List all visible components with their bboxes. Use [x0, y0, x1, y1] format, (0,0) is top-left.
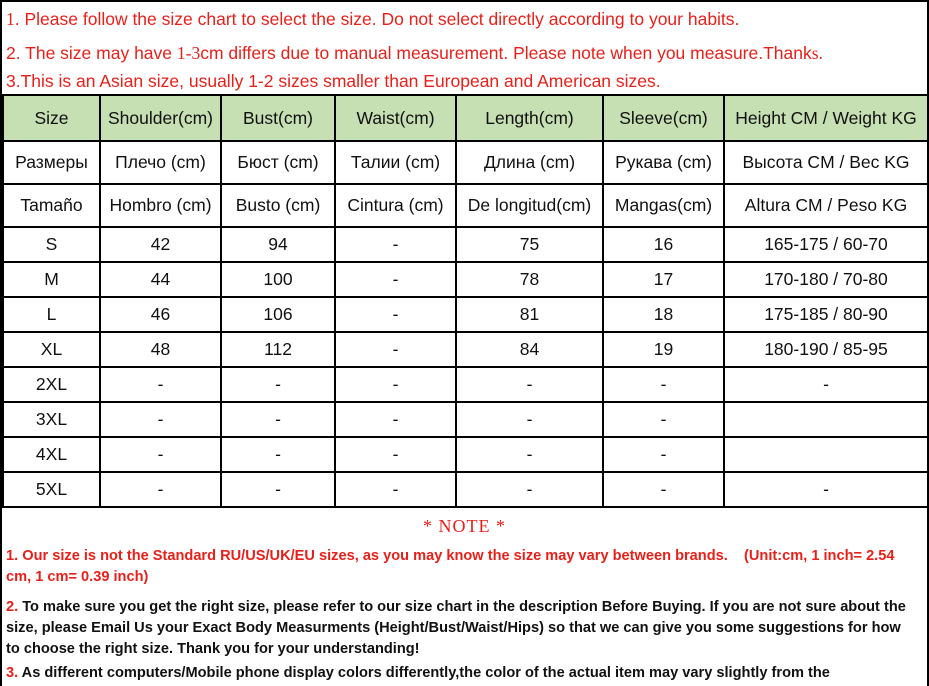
russian-label-row: [3, 141, 928, 184]
cell-sleeve: -: [603, 472, 724, 507]
note-2-suffix: cm differs due to manual measurement. Please note when you measure.Thank: [200, 43, 812, 63]
cell-sleeve: 17: [603, 262, 724, 297]
note-paragraph-3-number: 3.: [6, 665, 19, 681]
size-row: [3, 262, 928, 297]
cell-length: 81: [456, 297, 603, 332]
cell-length: -: [456, 367, 603, 402]
note-2-prefix: 2. The size may have: [6, 43, 177, 63]
note-paragraph-2-text: To make sure you get the right size, please refer to our size chart in the description Before Buying. If you are not sure about the size, please Email Us your Exact Body Measurments (Height/Bust/Waist/Hips) so that we can give you some suggestions for how to choose the right size. Thank you for your understanding!: [6, 599, 906, 657]
note-paragraph-2-number: 2.: [6, 599, 19, 615]
note-paragraph-3-text: As different computers/Mobile phone display colors differently,the color of the actual item may vary slightly from the: [18, 665, 830, 681]
cell-length: Length(cm): [456, 95, 603, 141]
cell-length: 75: [456, 227, 603, 262]
cell-height-weight: Height CM / Weight KG: [724, 95, 928, 141]
cell-shoulder: Плечо (cm): [100, 141, 221, 184]
cell-waist: -: [335, 297, 456, 332]
cell-height-weight: Высота CM / Вес KG: [724, 141, 928, 184]
cell-size: 4XL: [3, 437, 100, 472]
note-1-text: . Please follow the size chart to select the size. Do not select directly according to your habits.: [14, 9, 740, 29]
header-row: [3, 95, 928, 141]
cell-size: Размеры: [3, 141, 100, 184]
cell-height-weight: [724, 402, 928, 437]
cell-bust: -: [221, 472, 335, 507]
cell-waist: -: [335, 332, 456, 367]
note-1-number: 1: [6, 9, 15, 29]
cell-shoulder: Shoulder(cm): [100, 95, 221, 141]
cell-height-weight: [724, 437, 928, 472]
note-paragraph-1: [6, 546, 918, 588]
cell-length: 84: [456, 332, 603, 367]
cell-height-weight: Altura CM / Peso KG: [724, 184, 928, 227]
cell-size: Tamaño: [3, 184, 100, 227]
cell-waist: -: [335, 402, 456, 437]
cell-size: 3XL: [3, 402, 100, 437]
note-2-end: s.: [811, 43, 823, 63]
cell-shoulder: -: [100, 367, 221, 402]
note-paragraph-3: [6, 663, 918, 684]
cell-sleeve: 19: [603, 332, 724, 367]
cell-height-weight: -: [724, 367, 928, 402]
cell-shoulder: 44: [100, 262, 221, 297]
cell-shoulder: -: [100, 437, 221, 472]
cell-height-weight: -: [724, 472, 928, 507]
cell-shoulder: -: [100, 472, 221, 507]
cell-sleeve: 18: [603, 297, 724, 332]
cell-length: Длина (cm): [456, 141, 603, 184]
cell-sleeve: -: [603, 437, 724, 472]
cell-waist: Cintura (cm): [335, 184, 456, 227]
cell-bust: -: [221, 367, 335, 402]
cell-height-weight: 165-175 / 60-70: [724, 227, 928, 262]
cell-bust: -: [221, 437, 335, 472]
cell-length: 78: [456, 262, 603, 297]
cell-sleeve: Sleeve(cm): [603, 95, 724, 141]
cell-sleeve: Mangas(cm): [603, 184, 724, 227]
cell-length: De longitud(cm): [456, 184, 603, 227]
cell-height-weight: 180-190 / 85-95: [724, 332, 928, 367]
size-row: [3, 297, 928, 332]
size-row: [3, 472, 928, 507]
cell-shoulder: 48: [100, 332, 221, 367]
cell-size: L: [3, 297, 100, 332]
cell-bust: Busto (cm): [221, 184, 335, 227]
cell-shoulder: -: [100, 402, 221, 437]
cell-bust: -: [221, 402, 335, 437]
cell-shoulder: 42: [100, 227, 221, 262]
size-row: [3, 367, 928, 402]
cell-size: Size: [3, 95, 100, 141]
note-line-3: 3.This is an Asian size, usually 1-2 sizes smaller than European and American sizes.: [6, 71, 661, 91]
cell-waist: -: [335, 367, 456, 402]
cell-bust: Бюст (cm): [221, 141, 335, 184]
cell-sleeve: Рукава (cm): [603, 141, 724, 184]
size-table: [2, 94, 929, 508]
size-row: [3, 437, 928, 472]
cell-waist: Талии (cm): [335, 141, 456, 184]
cell-length: -: [456, 402, 603, 437]
size-row: [3, 332, 928, 367]
cell-length: -: [456, 437, 603, 472]
size-row: [3, 402, 928, 437]
note-line-2: [6, 43, 823, 64]
cell-sleeve: -: [603, 367, 724, 402]
cell-bust: 106: [221, 297, 335, 332]
cell-waist: Waist(cm): [335, 95, 456, 141]
cell-size: S: [3, 227, 100, 262]
size-row: [3, 227, 928, 262]
cell-size: XL: [3, 332, 100, 367]
cell-waist: -: [335, 262, 456, 297]
cell-size: M: [3, 262, 100, 297]
cell-waist: -: [335, 472, 456, 507]
cell-sleeve: -: [603, 402, 724, 437]
cell-shoulder: 46: [100, 297, 221, 332]
unit-conversion-note: (Unit:cm, 1 inch= 2.54 cm, 1 cm= 0.39 inch): [6, 548, 895, 585]
cell-length: -: [456, 472, 603, 507]
note-line-1: [6, 9, 739, 30]
cell-bust: Bust(cm): [221, 95, 335, 141]
cell-bust: 100: [221, 262, 335, 297]
note-title: * NOTE *: [423, 516, 506, 536]
size-table-body: [3, 95, 928, 507]
cell-size: 5XL: [3, 472, 100, 507]
note-2-number: 1-3: [176, 43, 201, 63]
cell-waist: -: [335, 437, 456, 472]
cell-shoulder: Hombro (cm): [100, 184, 221, 227]
cell-sleeve: 16: [603, 227, 724, 262]
cell-bust: 94: [221, 227, 335, 262]
cell-waist: -: [335, 227, 456, 262]
cell-bust: 112: [221, 332, 335, 367]
note-paragraph-1-main: 1. Our size is not the Standard RU/US/UK/EU sizes, as you may know the size may vary between brands.: [6, 548, 728, 564]
cell-size: 2XL: [3, 367, 100, 402]
cell-height-weight: 175-185 / 80-90: [724, 297, 928, 332]
note-paragraph-2: [6, 597, 918, 660]
cell-height-weight: 170-180 / 70-80: [724, 262, 928, 297]
spanish-label-row: [3, 184, 928, 227]
